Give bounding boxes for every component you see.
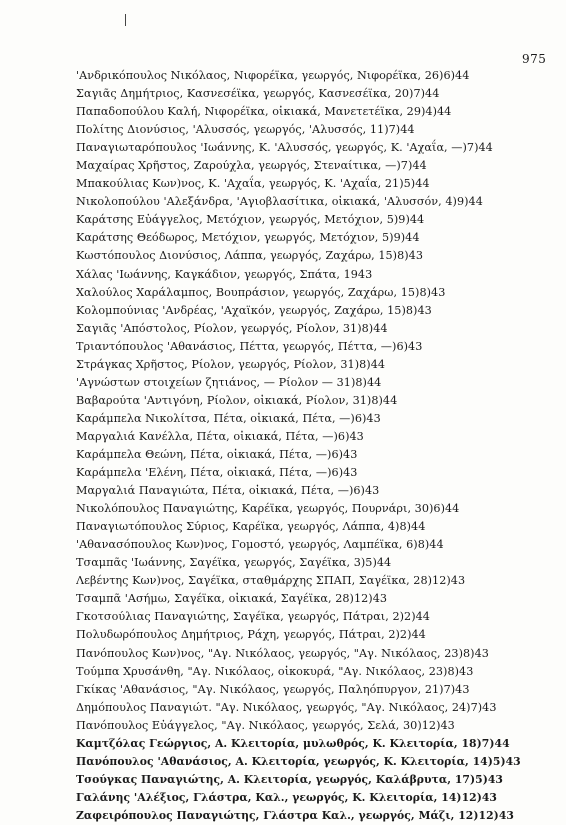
list-item: Παναγιωταρόπουλος 'Ιωάννης, Κ. 'Αλυσσός, γεωργός, Κ. 'Αχαΐα, —)7)44: [76, 141, 493, 155]
list-item: 'Ανδρικόπουλος Νικόλαος, Νιφορέϊκα, γεωργός, Νιφορέϊκα, 26)6)44: [76, 69, 470, 82]
list-item: Χαλούλος Χαράλαμπος, Βουπράσιον, γεωργός, Ζαχάρω, 15)8)43: [76, 285, 446, 299]
list-item: Κολομπούνιας 'Ανδρέας, 'Αχαϊκόν, γεωργός, Ζαχάρω, 15)8)43: [76, 303, 432, 317]
list-item: Καμτζόλας Γεώργιος, Α. Κλειτορία, μυλωθρός, Κ. Κλειτορία, 18)7)44: [76, 736, 510, 750]
list-item: Τσαμπᾶ 'Ασήμω, Σαγέϊκα, οἰκιακά, Σαγέϊκα, 28)12)43: [76, 592, 388, 606]
list-item: 'Αθανασόπουλος Κων)νος, Γομοστό, γεωργός, Λαμπέϊκα, 6)8)44: [76, 538, 444, 552]
list-item: Στράγκας Χρῆστος, Ρίολον, γεωργός, Ρίολον, 31)8)44: [76, 357, 386, 371]
list-item: Πολυδωρόπουλος Δημήτριος, Ράχη, γεωργός, Πάτραι, 2)2)44: [76, 628, 426, 642]
list-item: Τσαμπᾶς 'Ιωάννης, Σαγέϊκα, γεωργός, Σαγέϊκα, 3)5)44: [76, 556, 392, 570]
margin-tick-mark: [125, 14, 126, 26]
list-item: Μπακούλιας Κων)νος, Κ. 'Αχαΐα, γεωργός, Κ. 'Αχαΐα, 21)5)44: [76, 177, 430, 191]
list-item: Παναγιωτόπουλος Σύριος, Καρέϊκα, γεωργός, Λάππα, 4)8)44: [76, 520, 426, 534]
list-item: Καράτσης Θεόδωρος, Μετόχιον, γεωργός, Μετόχιον, 5)9)44: [76, 231, 420, 245]
list-item: Δημόπουλος Παναγιώτ. "Αγ. Νικόλαος, γεωργός, "Αγ. Νικόλαος, 24)7)43: [76, 700, 497, 714]
list-item: Πολίτης Διονύσιος, 'Αλυσσός, γεωργός, 'Αλυσσός, 11)7)44: [76, 123, 415, 137]
page-number: 975: [522, 52, 547, 66]
list-item: Τούμπα Χρυσάνθη, "Αγ. Νικόλαος, οἰκοκυρά, "Αγ. Νικόλαος, 23)8)43: [76, 664, 474, 678]
list-item: Σαγιᾶς 'Απόστολος, Ρίολον, γεωργός, Ρίολον, 31)8)44: [76, 321, 388, 335]
list-item: Γκοτσούλιας Παναγιώτης, Σαγέϊκα, γεωργός, Πάτραι, 2)2)44: [76, 610, 430, 624]
list-item: Κωστόπουλος Διονύσιος, Λάππα, γεωργός, Ζαχάρω, 15)8)43: [76, 249, 423, 263]
list-item: Πανόπουλος Εὐάγγελος, "Αγ. Νικόλαος, γεωργός, Σελά, 30)12)43: [76, 718, 455, 732]
list-item: Σαγιᾶς Δημήτριος, Κασνεσέϊκα, γεωργός, Κασνεσέϊκα, 20)7)44: [76, 87, 440, 101]
list-item: Παπαδοπούλου Καλή, Νιφορέϊκα, οἰκιακά, Μανετετέϊκα, 29)4)44: [76, 105, 452, 119]
list-item: Βαβαρούτα 'Αντιγόνη, Ρίολον, οἰκιακά, Ρίολον, 31)8)44: [76, 393, 398, 407]
list-item: Πανόπουλος Κων)νος, "Αγ. Νικόλαος, γεωργός, "Αγ. Νικόλαος, 23)8)43: [76, 646, 489, 660]
list-item: Τσούγκας Παναγιώτης, Α. Κλειτορία, γεωργός, Καλάβρυτα, 17)5)43: [76, 772, 503, 786]
list-item: Γαλάνης 'Αλέξιος, Γλάστρα, Καλ., γεωργός, Κ. Κλειτορία, 14)12)43: [76, 790, 497, 804]
list-item: Νικολοπούλου 'Αλεξάνδρα, 'Αγιοβλασίτικα, οἰκιακά, 'Αλυσσόν, 4)9)44: [76, 195, 483, 209]
list-item: Χάλας 'Ιωάννης, Καγκάδιον, γεωργός, Σπάτα, 1943: [76, 267, 373, 281]
list-item: Καράμπελα 'Ελένη, Πέτα, οἰκιακά, Πέτα, —)6)43: [76, 466, 358, 480]
list-item: Καράμπελα Θεώνη, Πέτα, οἰκιακά, Πέτα, —)6)43: [76, 447, 358, 461]
list-item: Μαχαίρας Χρῆστος, Ζαρούχλα, γεωργός, Στεναίτικα, —)7)44: [76, 159, 427, 173]
list-item: Μαργαλιά Παναγιώτα, Πέτα, οἰκιακά, Πέτα, —)6)43: [76, 484, 380, 498]
list-item: Μαργαλιά Κανέλλα, Πέτα, οἰκιακά, Πέτα, —)6)43: [76, 429, 364, 443]
list-item: 'Αγνώστων στοιχείων ζητιάνος, — Ρίολον — 31)8)44: [76, 375, 382, 389]
list-item: Νικολόπουλος Παναγιώτης, Καρέϊκα, γεωργός, Πουρνάρι, 30)6)44: [76, 502, 460, 516]
list-item: Λεβέντης Κων)νος, Σαγέϊκα, σταθμάρχης ΣΠΑΠ, Σαγέϊκα, 28)12)43: [76, 574, 466, 588]
list-item: Γκίκας 'Αθανάσιος, "Αγ. Νικόλαος, γεωργός, Παληόπυργον, 21)7)43: [76, 682, 470, 696]
list-item: Πανόπουλος 'Αθανάσιος, Α. Κλειτορία, γεωργός, Κ. Κλειτορία, 14)5)43: [76, 754, 521, 768]
list-item: Τριαντόπουλος 'Αθανάσιος, Πέττα, γεωργός, Πέττα, —)6)43: [76, 339, 423, 353]
list-item: Ζαφειρόπουλος Παναγιώτης, Γλάστρα Καλ., γεωργός, Μάζι, 12)12)43: [76, 808, 514, 822]
victim-entries-list: [76, 67, 546, 825]
list-item: Καράμπελα Νικολίτσα, Πέτα, οἰκιακά, Πέτα, —)6)43: [76, 411, 381, 425]
list-item: Καράτσης Εὐάγγελος, Μετόχιον, γεωργός, Μετόχιον, 5)9)44: [76, 213, 425, 227]
